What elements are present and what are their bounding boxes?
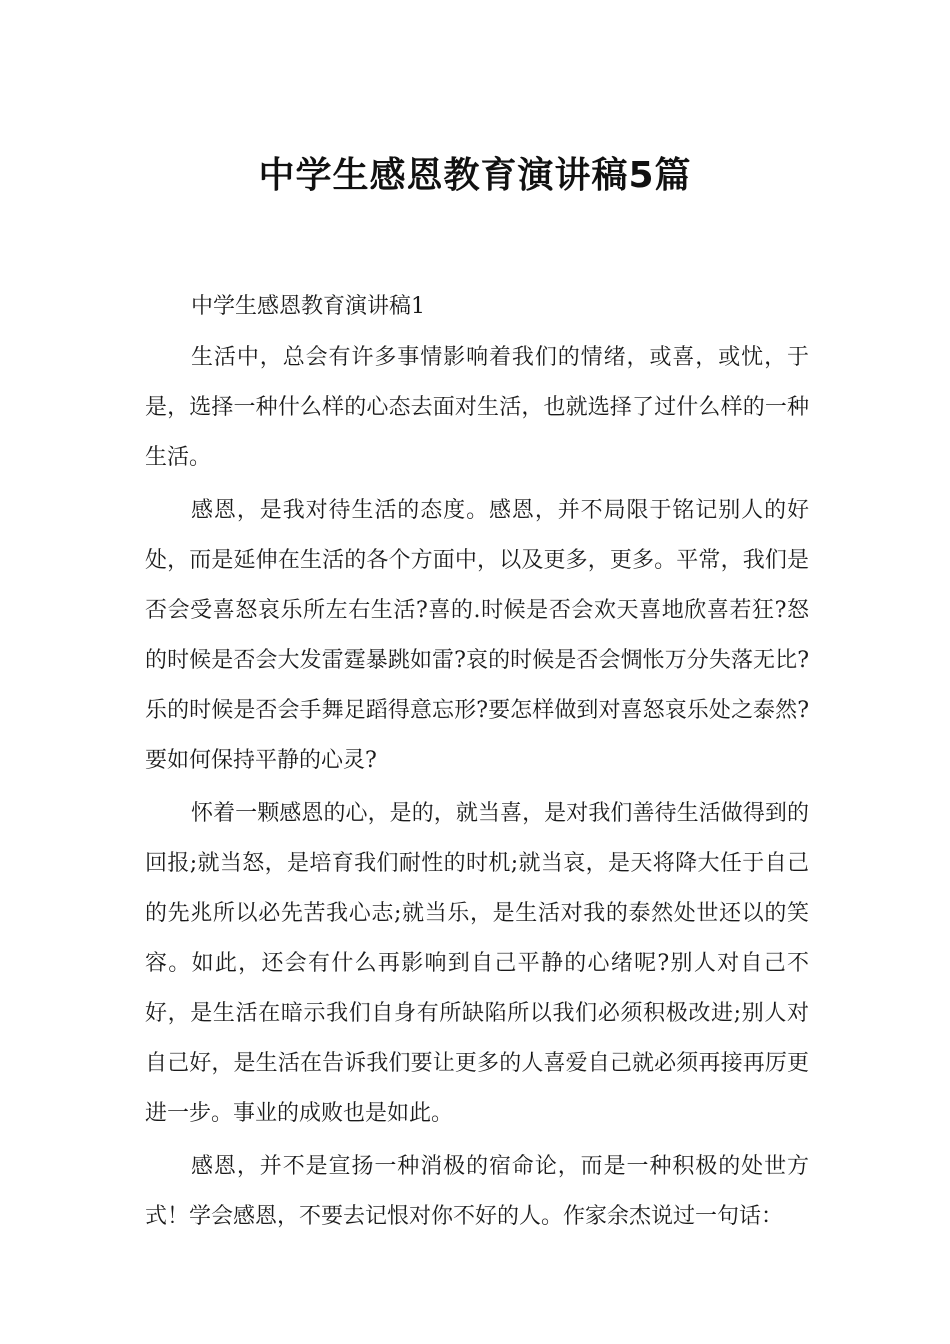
- section-heading: 中学生感恩教育演讲稿1: [191, 294, 425, 319]
- paragraph: 生活中，总会有许多事情影响着我们的情绪，或喜，或忧，于是，选择一种什么样的心态去面对生活，也就选择了过什么样的一种生活。: [145, 345, 809, 470]
- paragraph: 感恩，是我对待生活的态度。感恩，并不局限于铭记别人的好处，而是延伸在生活的各个方面中，以及更多，更多。平常，我们是否会受喜怒哀乐所左右生活?喜的.时候是否会欢天喜地欣喜若狂?怒的时候是否会大发雷霆暴跳如雷?哀的时候是否会惆怅万分失落无比?乐的时候是否会手舞足蹈得意忘形?要怎样做到对喜怒哀乐处之泰然?要如何保持平静的心灵?: [145, 498, 809, 773]
- document-body: [145, 282, 809, 1245]
- paragraph: 感恩，并不是宣扬一种消极的宿命论，而是一种积极的处世方式！学会感恩，不要去记恨对你不好的人。作家余杰说过一句话：: [145, 1154, 809, 1229]
- paragraph: 怀着一颗感恩的心，是的，就当喜，是对我们善待生活做得到的回报;就当怒，是培育我们耐性的时机;就当哀，是天将降大任于自己的先兆所以必先苦我心志;就当乐，是生活对我的泰然处世还以的笑容。如此，还会有什么再影响到自己平静的心绪呢?别人对自己不好，是生活在暗示我们自身有所缺陷所以我们必须积极改进;别人对自己好，是生活在告诉我们要让更多的人喜爱自己就必须再接再厉更进一步。事业的成败也是如此。: [145, 801, 809, 1126]
- document-title: 中学生感恩教育演讲稿5篇: [258, 155, 692, 197]
